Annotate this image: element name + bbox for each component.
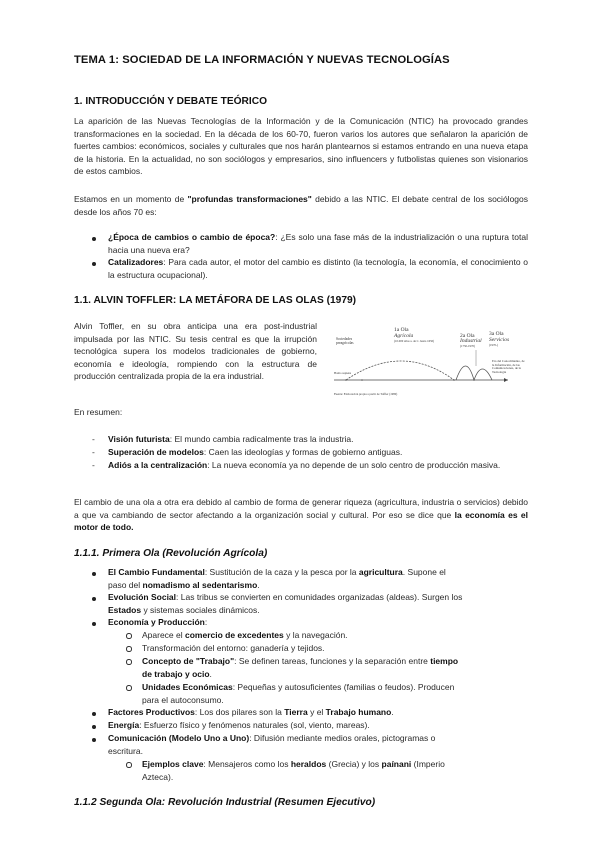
right-label: Era del Conocimiento, de la Información, de las Comunicaciones, de la Tecnología [492,360,525,374]
circle-marker [126,762,132,768]
bullet-marker [92,572,96,576]
sub-item-trabajo: Concepto de "Trabajo": Se definen tareas, funciones y la separación entre tiempo [142,656,459,666]
section-heading-1: 1. INTRODUCCIÓN Y DEBATE TEÓRICO [74,96,268,107]
dash-marker: - [92,447,95,457]
intro-paragraph: La aparición de las Nuevas Tecnologías de la Información y de la Comunicación (NTIC) ha provocado grandes transformaciones en la sociedad. En la década de los 60-70, fueron varios los autores que señalaron la aparición de fuertes cambios: económicos, sociales y culturales que nos harán plantearnos si estamos entrando en una nueva etapa de la historia. En la actualidad, no son sociólogos y empresarios, sino influencers y futbolistas quienes son visionarios de estos cambios. [74,116,528,177]
bullet-marker [92,725,96,729]
dash-marker: - [92,460,95,470]
toffler-paragraph: Alvin Toffler, en su obra anticipa una era post-industrial impulsada por las NTIC. Su tesis central es que la irrupción tecnológica supera los modelos tradicionales de gobierno, economía e ideología, rompiendo con la estructura de producción centralizada propia de la era industrial. [74,321,317,382]
section-heading-1-1: 1.1. ALVIN TOFFLER: LA METÁFORA DE LAS OLAS (1979) [74,295,357,306]
left-label-1: Sociedades [336,337,353,341]
item-factores: Factores Productivos: Los dos pilares son la Tierra y el Trabajo humano. [108,707,394,717]
bullet-marker [92,712,96,716]
dash-item-vision: Visión futurista: El mundo cambia radicalmente tras la industria. [108,434,354,444]
section-heading-1-1-2: 1.1.2 Segunda Ola: Revolución Industrial (Resumen Ejecutivo) [74,797,376,808]
wave1-sublabel: Agrícola [394,333,414,339]
wave3-label: 3a Ola [489,331,504,337]
circle-marker [126,659,132,665]
wave1-label: 1a Ola [394,327,409,333]
item-evolucion-social: Evolución Social: Las tribus se convierten en comunidades organizadas (aldeas). Surgen los [108,592,463,602]
dash-marker: - [92,434,95,444]
toffler-waves-figure [332,322,528,400]
wave3-sublabel: Servicios [489,337,510,343]
wave1-dates: (10.000 años a. de C. hasta 1650) [394,339,435,343]
left-label-3: Homo sapiens [334,371,352,375]
circle-marker [126,633,132,639]
bullet-marker [92,597,96,601]
circle-marker [126,646,132,652]
item-comunicacion-cont: escritura. [108,746,143,756]
dash-item-superacion: Superación de modelos: Caen las ideologías y formas de gobierno antiguas. [108,447,403,457]
bullet-marker [92,262,96,266]
olas-paragraph: El cambio de una ola a otra era debido al cambio de forma de generar riqueza (agricultura, industria o servicios) debido a que va cambiando de sector afectando a la organización social y cultural. Por eso se dice que la economía es el motor de todo. [74,497,528,533]
circle-marker [126,685,132,691]
sub-item-unidades: Unidades Económicas: Pequeñas y autosuficientes (familias o feudos). Producen [142,682,455,692]
figure-caption: Fuente: Elaboración propia a partir de Toffler (1980) [334,392,398,396]
section-heading-1-1-1: 1.1.1. Primera Ola (Revolución Agrícola) [74,548,268,559]
bullet-marker [92,622,96,626]
bullet-epoca: ¿Época de cambios o cambio de época?: ¿Es solo una fase más de la industrialización o una ruptura total hacia una nueva era? [108,232,528,255]
item-evolucion-social-cont: Estados y sistemas sociales dinámicos. [108,605,260,615]
sub-item-unidades-cont: para el autoconsumo. [142,695,224,705]
sub-item-ejemplos-cont: Azteca). [142,772,174,782]
bullet-marker [92,738,96,742]
item-cambio-fundamental: El Cambio Fundamental: Sustitución de la caza y la pesca por la agricultura. Supone el [108,567,446,577]
left-label-2: preagrícolas [336,341,354,345]
item-economia: Economía y Producción: [108,617,208,627]
bullet-marker [92,237,96,241]
item-comunicacion: Comunicación (Modelo Uno a Uno): Difusión mediante medios orales, pictogramas o [108,733,436,743]
wave3-dates: (1970-) [489,343,498,347]
sub-item-comercio: Aparece el comercio de excedentes y la navegación. [142,630,348,640]
bullet-catalizadores: Catalizadores: Para cada autor, el motor del cambio es distinto (la tecnología, la economía, el conocimiento o la estructura ocupacional). [108,257,528,280]
document-title: TEMA 1: SOCIEDAD DE LA INFORMACIÓN Y NUEVAS TECNOLOGÍAS [74,54,450,66]
sub-item-transformacion: Transformación del entorno: ganadería y tejidos. [142,643,325,653]
sub-item-ejemplos: Ejemplos clave: Mensajeros como los heraldos (Grecia) y los paínani (Imperio [142,759,445,769]
wave2-sublabel: Industrial [460,338,482,344]
dash-item-centralizacion: Adiós a la centralización: La nueva economía ya no depende de un solo centro de producción masiva. [108,460,501,470]
item-cambio-fundamental-cont: paso del nomadismo al sedentarismo. [108,580,260,590]
summary-label: En resumen: [74,407,123,417]
sub-item-trabajo-cont: de trabajo y ocio. [142,669,212,679]
wave2-label: 2a Ola [460,333,475,339]
item-energia: Energía: Esfuerzo físico y fenómenos naturales (sol, viento, mareas). [108,720,370,730]
wave2-dates: (1750-1970) [460,344,475,348]
debate-paragraph: Estamos en un momento de "profundas transformaciones" debido a las NTIC. El debate central de los sociólogos desde los años 70 es: [74,194,528,217]
